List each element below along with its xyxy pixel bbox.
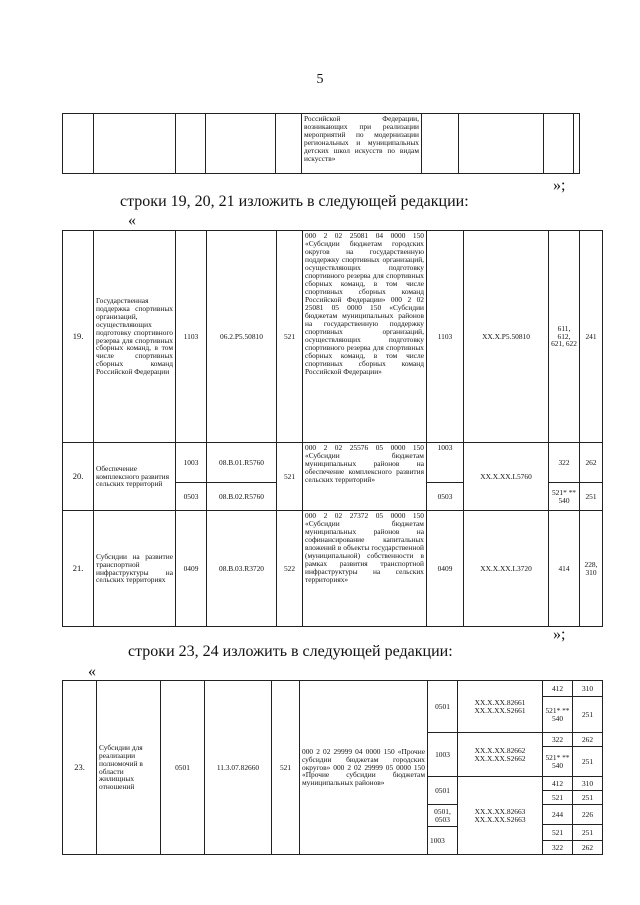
kosgu-code: 251 (573, 825, 603, 841)
closing-quote: »; (553, 626, 566, 643)
row-name: Обеспечение комплексного развития сельских территорий (94, 443, 176, 511)
row-number: 19. (63, 231, 94, 443)
row-number: 23. (63, 681, 97, 855)
expense-type-2: 521* ** 540 (543, 747, 573, 777)
kosgu-code: 228, 310 (580, 511, 603, 627)
expense-type-2: 412 (543, 777, 573, 791)
amendment-table-1 (62, 230, 603, 627)
expense-type-2: 322 (549, 443, 580, 483)
section-code: 1103 (176, 231, 207, 443)
amendment-table-2 (62, 680, 603, 855)
kosgu-code: 251 (580, 483, 603, 511)
target-article-2: ХХ.Х.ХХ.L3720 (464, 511, 549, 627)
expense-type-2: 322 (543, 733, 573, 747)
target-article: 11.3.07.82660 (205, 681, 272, 855)
target-article: 08.В.01.R5760 (207, 443, 277, 483)
revenue-description: 000 2 02 29999 04 0000 150 «Прочие субсидии бюджетам городских округов» 000 2 02 29999 05 0000 150 «Прочие субсидии бюджетам муниципальных районов» (300, 681, 428, 855)
section-code-2: 1003 (428, 733, 458, 777)
revenue-description: 000 2 02 25576 05 0000 150 «Субсидии бюджетам муниципальных районов на обеспечение комплексного развития сельских территорий» (303, 443, 427, 511)
target-article: 06.2.P5.50810 (207, 231, 277, 443)
section-code: 1003 (176, 443, 207, 483)
continuation-table (62, 113, 580, 174)
revenue-description: 000 2 02 25081 04 0000 150 «Субсидии бюджетам городских округов на государственную поддержку спортивных организаций, осуществляющих подготовку спортивного резерва для спортивных сборных команд, в том числе спортивных сборных команд Российской Федерации» 000 2 02 25081 05 0000 150 «Субсидии бюджетам муниципальных районов на государственную поддержку спортивных организаций, осуществляющих подготовку спортивного резерва для спортивных сборных команд, в том числе спортивных сборных команд Российской Федерации» (303, 231, 427, 443)
opening-quote: « (88, 663, 96, 680)
kosgu-code: 262 (573, 841, 603, 855)
expense-type-2: 414 (549, 511, 580, 627)
target-article-2: ХХ.Х.ХХ.82662 ХХ.Х.ХХ.S2662 (458, 733, 543, 777)
continuation-text: Российской Федерации, возникающих при реализации мероприятий по модернизации региональных и муниципальных детских школ искусств по видам искусств» (302, 114, 422, 174)
expense-type: 521 (277, 231, 303, 443)
row-number: 21. (63, 511, 94, 627)
expense-type-2: 611, 612, 621, 622 (549, 231, 580, 443)
kosgu-code: 251 (573, 747, 603, 777)
target-article-2: ХХ.Х.Р5.50810 (464, 231, 549, 443)
target-article-2: ХХ.Х.ХХ.82661 ХХ.Х.ХХ.S2661 (458, 681, 543, 733)
revenue-description: 000 2 02 27372 05 0000 150 «Субсидии бюджетам муниципальных районов на софинансирование капитальных вложений в объекты государственной (муниципальной) собственности в рамках развития транспортной инфраструктуры на сельских территориях» (303, 511, 427, 627)
row-name: Государственная поддержка спортивных организаций, осуществляющих подготовку спортивного резерва для спортивных сборных команд, в том числе спортивных сборных команд Российской Федерации (94, 231, 176, 443)
kosgu-code: 251 (573, 697, 603, 733)
section-heading: строки 23, 24 изложить в следующей редакции: (128, 643, 453, 660)
section-code-2: 1103 (427, 231, 464, 443)
section-code-2: 1003 (428, 827, 458, 855)
expense-type-2: 521 (543, 825, 573, 841)
kosgu-code: 262 (580, 443, 603, 483)
section-code-2: 0501 (428, 777, 458, 805)
expense-type-2: 322 (543, 841, 573, 855)
expense-type: 521 (272, 681, 300, 855)
expense-type-2: 521 (543, 791, 573, 805)
kosgu-code: 310 (573, 681, 603, 697)
expense-type-2: 521* ** 540 (543, 697, 573, 733)
target-article: 08.В.02.R5760 (207, 483, 277, 511)
expense-type: 522 (277, 511, 303, 627)
section-code-2: 0503 (427, 483, 464, 511)
kosgu-code: 310 (573, 777, 603, 791)
section-code-2: 1003 (427, 443, 464, 483)
table-row (63, 443, 603, 483)
opening-quote: « (128, 212, 136, 229)
section-code: 0409 (176, 511, 207, 627)
target-article: 08.В.03.R3720 (207, 511, 277, 627)
row-name: Субсидии для реализации полномочий в области жилищных отношений (97, 681, 161, 855)
section-code-2: 0501 (428, 681, 458, 733)
kosgu-code: 241 (580, 231, 603, 443)
table-row (63, 511, 603, 627)
expense-type: 521 (277, 443, 303, 511)
section-heading: строки 19, 20, 21 изложить в следующей редакции: (120, 193, 469, 210)
expense-type-2: 521* ** 540 (549, 483, 580, 511)
table-row (63, 231, 603, 443)
target-article-2: ХХ.Х.ХХ.82663 ХХ.Х.ХХ.S2663 (458, 777, 543, 855)
closing-quote: »; (553, 177, 566, 194)
section-code: 0503 (176, 483, 207, 511)
section-code-2: 0501, 0503 (428, 805, 458, 827)
section-code-2: 0409 (427, 511, 464, 627)
kosgu-code: 262 (573, 733, 603, 747)
expense-type-2: 244 (543, 805, 573, 825)
kosgu-code: 226 (573, 805, 603, 825)
expense-type-2: 412 (543, 681, 573, 697)
section-code: 0501 (161, 681, 205, 855)
target-article-2: ХХ.Х.ХХ.L5760 (464, 443, 549, 511)
page-number: 5 (316, 72, 324, 87)
row-name: Субсидии на развитие транспортной инфраструктуры на сельских территориях (94, 511, 176, 627)
kosgu-code: 251 (573, 791, 603, 805)
table-row (63, 681, 603, 697)
row-number: 20. (63, 443, 94, 511)
